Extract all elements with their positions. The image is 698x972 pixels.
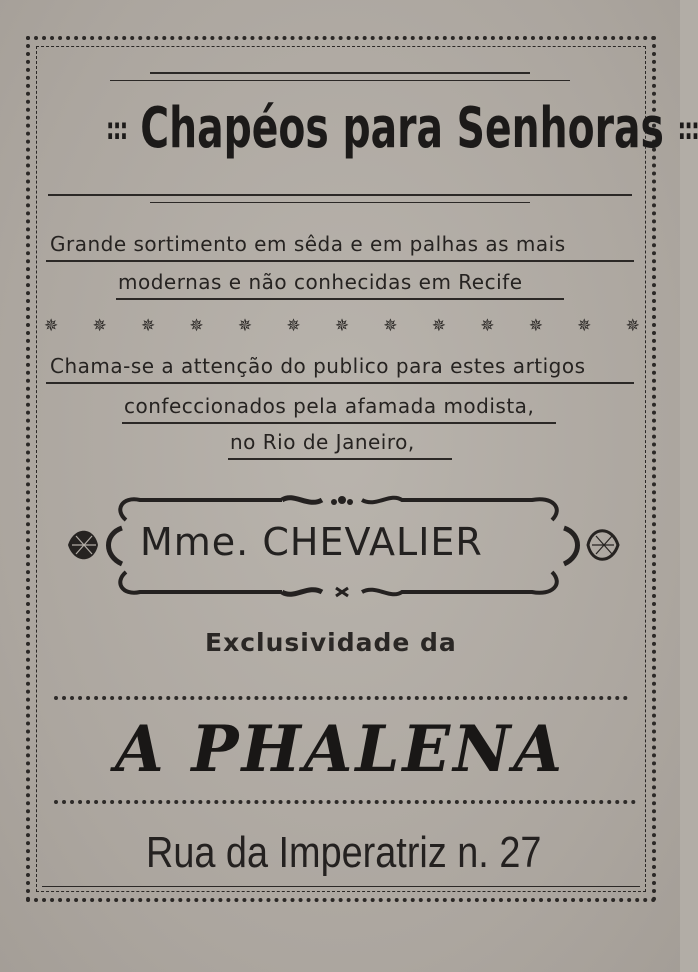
exclusividade-text: Exclusividade da	[205, 628, 457, 657]
star: ✵	[383, 316, 398, 336]
leaf-ornament-right	[552, 520, 622, 570]
text-line-5: no Rio de Janeiro,	[230, 430, 415, 454]
text-line-3: Chama-se a attenção do publico para estes artigos	[50, 354, 586, 378]
underline-3	[46, 382, 634, 384]
star: ✵	[44, 316, 59, 336]
address-text: Rua da Imperatriz n. 27	[146, 828, 542, 877]
text-line-2: modernas e não conhecidas em Recife	[118, 270, 523, 294]
underline-2	[116, 298, 564, 300]
top-rule	[150, 72, 530, 74]
scroll-ornament-bottom	[112, 566, 572, 606]
advert-title	[106, 96, 698, 161]
star: ✵	[92, 316, 107, 336]
title-dots-left: :::	[106, 112, 127, 147]
star: ✵	[140, 316, 156, 336]
star: ✵	[480, 316, 495, 336]
brand-name: A PHALENA	[115, 712, 565, 787]
title-rule	[48, 194, 632, 196]
star: ✵	[334, 316, 350, 336]
top-rule-2	[110, 80, 570, 81]
chain-rule-bottom	[54, 800, 636, 804]
underline-4	[122, 422, 556, 424]
star: ✵	[189, 316, 204, 336]
modista-name: Mme. CHEVALIER	[140, 520, 483, 564]
text-line-1: Grande sortimento em sêda e em palhas as mais	[50, 232, 566, 256]
star: ✵	[286, 316, 301, 336]
star: ✵	[625, 316, 640, 336]
star: ✵	[577, 316, 592, 336]
leaf-ornament-left	[64, 520, 134, 570]
star-divider	[44, 316, 640, 336]
bottom-rule	[42, 886, 640, 887]
star: ✵	[528, 316, 543, 336]
title-dots-right: :::	[677, 112, 698, 147]
title-text: Chapéos para Senhoras	[140, 96, 664, 161]
text-line-4: confeccionados pela afamada modista,	[124, 394, 535, 418]
underline-5	[228, 458, 452, 460]
star: ✵	[431, 316, 446, 336]
underline-1	[46, 260, 634, 262]
star: ✵	[237, 316, 253, 336]
chain-rule-top	[54, 696, 628, 700]
title-rule-short	[150, 202, 530, 203]
